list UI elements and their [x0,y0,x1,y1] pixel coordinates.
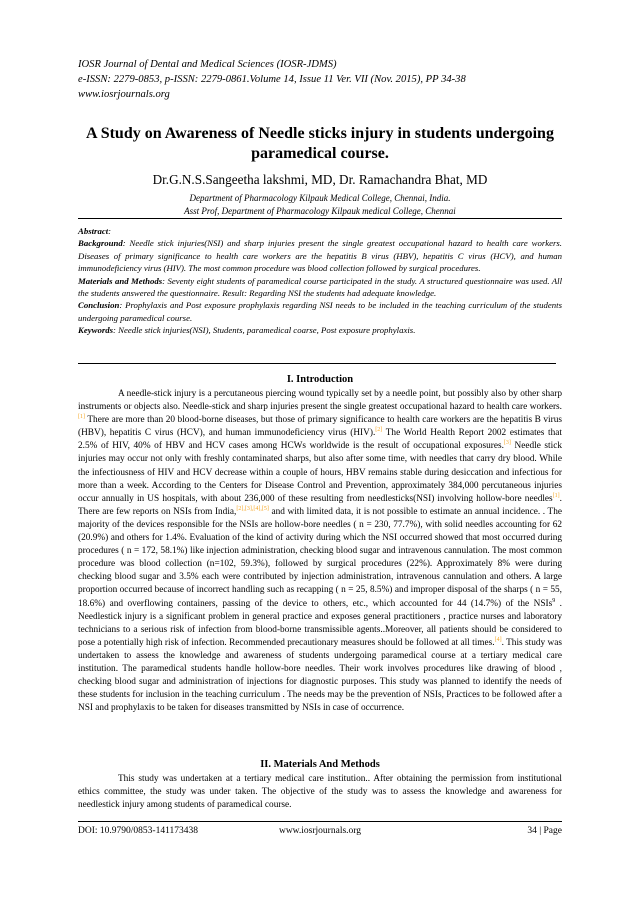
introduction-body [78,388,562,715]
paper-authors: Dr.G.N.S.Sangeetha lakshmi, MD, Dr. Ramachandra Bhat, MD [152,172,488,187]
intro-text-8: . This study was undertaken to assess the knowledge and awareness of students undergoing paramedical course at a tertiary medical care institution. The paramedical students handle hollow-bore needles. Their work involves procedures like drawing of blood , checking blood sugar and administration of injections for diagnostic purposes. This study was planned to identify the needs of these students for inclusion in the teaching curriculum . The needs may be the prevention of NSIs, Practices to be followed after a NSI and prophylaxis to be taken for diseases transmitted by NSIs in case of occurrence. [78,637,562,714]
journal-header [78,57,568,102]
conclusion-label: Conclusion [78,300,120,311]
citation-3[interactable]: [3] [503,440,511,447]
intro-text-5: . There are few reports on NSIs from India, [78,493,562,517]
intro-text-6: and with limited data, it is not possible to estimate an annual incidence. . The majority of the devices responsible for the NSIs are hollow-bore needles ( n = 230, 77.7%), with solid needles accounting for 62 (20.9%) and others for 1.4%. Evaluation of the kind of activity during which the NSI occurred showed that most occurred during procedures ( n = 172, 58.1%) like injection administration, checking blood sugar and intravenous cannulation. The most common procedure was blood collection (n=102, 59.3%), followed by surgical procedures (22%). Approximately 8% were during checking blood sugar and 3.5% each were contributed by injection administration, intravenous cannulation and others. A large proportion occurred because of incorrect handling such as recapping ( n = 25, 8.5%) and improper disposal of the sharps ( n = 55, 18.6%) and overflowing containers, passing of the device to others, etc., which accounted for 44 (14.7%) of the NSIs [78,506,562,609]
journal-issn: e-ISSN: 2279-0853, p-ISSN: 2279-0861.Volume 14, Issue 11 Ver. VII (Nov. 2015), PP 34-38 [78,74,466,85]
intro-text-3: The World Health Report 2002 estimates that 2.5% of HIV, 40% of HBV and HCV cases among HCWs worldwide is the result of occupational exposures. [78,428,562,452]
citation-7[interactable]: [4] [494,636,502,643]
paper-title: A Study on Awareness of Needle sticks injury in students undergoing paramedical course. [86,125,554,162]
footer-doi: DOI: 10.9790/0853-141173438 [78,826,198,836]
abstract-bottom-rule [78,363,556,364]
citation-1[interactable]: [1] [78,414,85,421]
journal-url[interactable]: www.iosrjournals.org [78,89,170,100]
methods-body [78,773,562,812]
citation-2[interactable]: [2] [375,427,383,434]
section-2-heading: II. Materials And Methods [260,759,380,770]
methods-label: Materials and Methods [78,275,163,286]
intro-text-2: There are more than 20 blood-borne diseases, but those of primary significance to health care workers are the hepatitis B virus (HBV), hepatitis C virus (HCV), and human immunodeficiency virus (HIV). [78,415,562,439]
background-text: : Needle stick injuries(NSI) and sharp injuries present the single greatest occupational hazard to health care workers. Diseases of primary significance to health care workers are the hepatitis B virus (HBV), hepatitis C virus (HCV), and human immunodeficiency virus (HIV). The most common procedure was blood collection followed by surgical procedures. [78,238,562,274]
footer-page-number: 34 | Page [527,826,562,836]
intro-text-1: A needle-stick injury is a percutaneous piercing wound typically set by a needle point, but possibly also by other sharp instruments or objects also. Needle-stick and sharp injuries present the single greatest occupational hazard to health care workers. [78,389,562,413]
abstract-heading: Abstract [78,226,109,236]
citation-4[interactable]: [1] [552,492,560,499]
methods-paragraph: This study was undertaken at a tertiary medical care institution.. After obtaining the permission from institutional ethics committee, the study was under taken. The objective of the study was to assess the knowledge and awareness for needlestick injury among students of paramedical course. [78,774,562,811]
intro-text-4: Needle stick injuries may occur not only with freshly contaminated sharps, but also after some time, with needles that carry dry blood. While the infectiousness of HIV and HCV decrease within a couple of hours, HBV remains stable during desiccation and infectious for more than a week. According to the Centers for Disease Control and Prevention, approximately 384,000 percutaneous injuries occur annually in US hospitals, with about 236,000 of these resulting from needlesticks(NSI) involving hollow-bore needles [78,441,562,504]
section-1-heading: I. Introduction [286,374,354,385]
footer-rule [78,821,562,822]
citation-6: 9 [552,597,556,604]
intro-text-7: . Needlestick injury is a significant problem in general practice and exposes general practitioners , practice nurses and laboratory technicians to a serious risk of infection from blood-borne transmissible agents..Moreover, all patients should be considered to pose a potentially high risk of infection. Recommended precautionary measures should be followed at all times. [78,598,563,648]
footer-site[interactable]: www.iosrjournals.org [278,826,362,836]
keywords-label: Keywords [78,325,113,336]
background-label: Background [78,238,123,249]
affiliation-2: Asst Prof, Department of Pharmacology Kilpauk medical College, Chennai [184,205,456,216]
abstract: Abstract: Background: Needle stick injuries(NSI) and sharp injuries present the single greatest occupational hazard to health care workers. Diseases of primary significance to health care workers are the hepatitis B virus (HBV), hepatitis C virus (HCV), and human immunodeficiency virus (HIV). The most common procedure was blood collection followed by surgical procedures. Materials and Methods: Seventy eight students of paramedical course participated in the study. A structured questionnaire was used. All the students answered the questionnaire. Result: Regarding NSI the students had adequate knowledge. Conclusion: Prophylaxis and Post exposure prophylaxis regarding NSI needs to be included in the teaching curriculum of the students undergoing paramedical course. Keywords: Needle stick injuries(NSI), Students, paramedical coarse, Post exposure prophylaxis. [78,226,562,336]
citation-5[interactable]: [2],[3],[4],[5] [236,505,269,512]
keywords-text: : Needle stick injuries(NSI), Students, paramedical coarse, Post exposure prophylaxis. [113,325,416,336]
abstract-top-rule [78,218,562,219]
affiliations [78,192,562,217]
conclusion-text: : Prophylaxis and Post exposure prophylaxis regarding NSI needs to be included in the teaching curriculum of the students undergoing paramedical course. [78,300,562,323]
methods-text: : Seventy eight students of paramedical course participated in the study. A structured questionnaire was used. All the students answered the questionnaire. Result: Regarding NSI the students had adequate knowledge. [78,275,562,299]
affiliation-1: Department of Pharmacology Kilpauk Medical College, Chennai, India. [189,193,451,203]
journal-name: IOSR Journal of Dental and Medical Sciences (IOSR-JDMS) [78,59,337,70]
